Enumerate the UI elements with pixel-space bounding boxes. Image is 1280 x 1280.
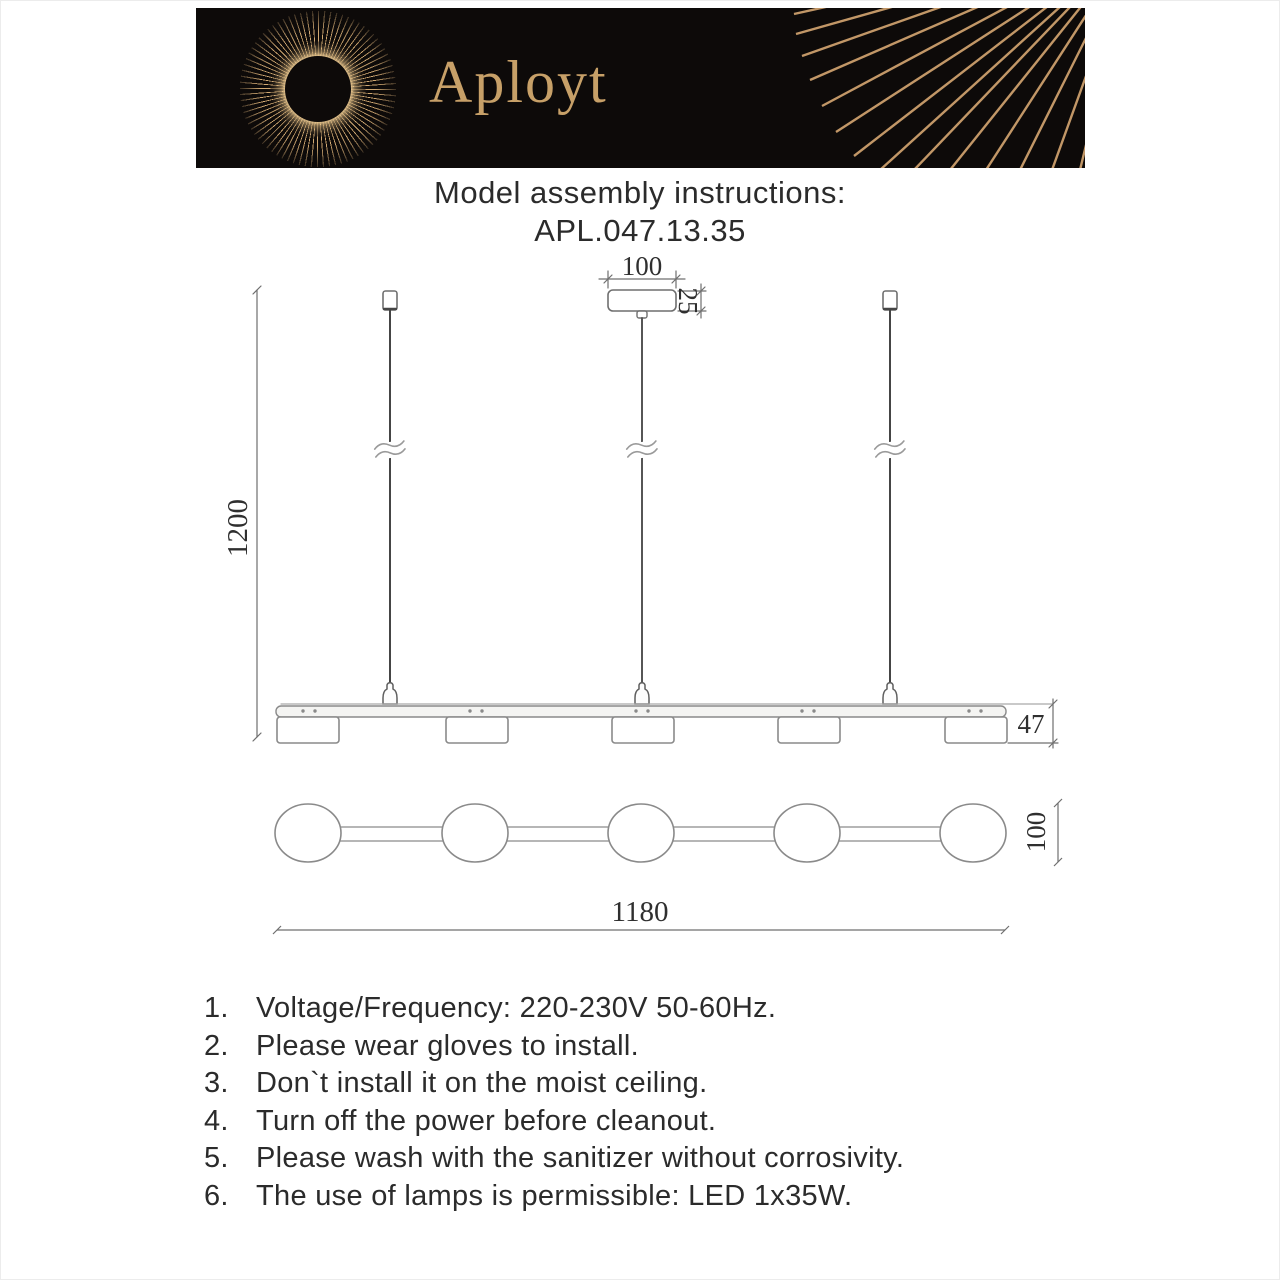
instruction-number: 5. [204,1142,229,1174]
brand-wordmark: Aployt [429,49,608,115]
dimension-label-suspension-height: 1200 [222,499,254,557]
instruction-text: The use of lamps is permissible: LED 1x35W. [256,1179,853,1212]
instruction-item [204,1178,1104,1216]
cable-break-icon [372,440,908,461]
dimension-label-canopy-width: 100 [621,251,663,281]
instruction-text: Voltage/Frequency: 220-230V 50-60Hz. [256,992,777,1024]
instruction-item [204,1103,1104,1141]
model-number: APL.047.13.35 [534,213,746,248]
dimension-label-shade-diameter: 100 [1021,811,1051,853]
page-title: Model assembly instructions: [434,175,846,210]
dimension-label-fixture-height: 47 [1017,709,1045,739]
instruction-item [204,990,1104,1028]
instruction-text: Please wear gloves to install. [256,1029,639,1062]
instruction-number: 4. [204,1104,229,1137]
plan-view [273,799,1062,934]
side-view [222,251,1058,748]
instruction-number: 3. [204,1067,229,1099]
instruction-item [204,1140,1104,1178]
instruction-number: 6. [204,1179,229,1212]
instruction-text: Please wash with the sanitizer without corrosivity. [256,1142,905,1174]
instructions-list [204,990,1104,1215]
dimension-label-canopy-height: 25 [673,287,703,315]
instruction-number: 1. [204,992,229,1024]
instruction-item [204,1028,1104,1066]
instruction-text: Turn off the power before cleanout. [256,1104,717,1137]
instruction-item [204,1065,1104,1103]
instruction-text: Don`t install it on the moist ceiling. [256,1067,708,1099]
instruction-number: 2. [204,1029,229,1062]
dimension-label-fixture-length: 1180 [611,896,669,928]
